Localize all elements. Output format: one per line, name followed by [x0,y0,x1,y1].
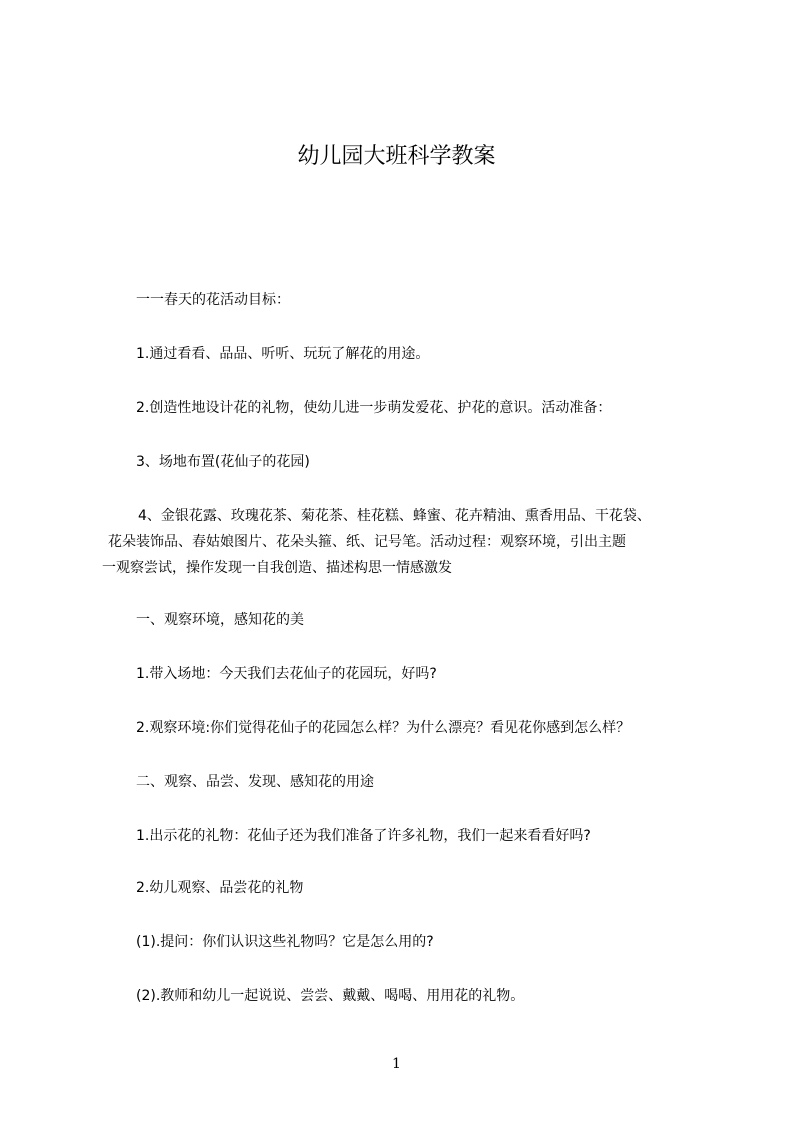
page-number: 1 [392,1056,401,1072]
paragraph-taste-gifts: 2.幼儿观察、品尝花的礼物 [136,880,304,896]
paragraph-enter-venue: 1.带入场地：今天我们去花仙子的花园玩，好吗? [136,666,437,682]
paragraph-teacher-children: (2).教师和幼儿一起说说、尝尝、戴戴、喝喝、用用花的礼物。 [136,988,525,1004]
materials-line-3: 一观察尝试，操作发现一自我创造、描述构思一情感激发 [102,560,452,576]
paragraph-goal-1: 1.通过看看、品品、听听、玩玩了解花的用途。 [136,346,430,362]
document-title: 幼儿园大班科学教案 [297,144,496,169]
paragraph-goal-2: 2.创造性地设计花的礼物，使幼儿进一步萌发爱花、护花的意识。活动准备： [136,400,612,416]
paragraph-show-gifts: 1.出示花的礼物：花仙子还为我们准备了许多礼物，我们一起来看看好吗? [136,828,591,844]
materials-line-1: 4、金银花露、玫瑰花茶、菊花茶、桂花糕、蜂蜜、花卉精油、熏香用品、干花袋、 [138,508,651,524]
paragraph-venue: 3、场地布置(花仙子的花园) [136,454,310,470]
heading-taste-discover: 二、观察、品尝、发现、感知花的用途 [136,774,374,790]
paragraph-materials [102,503,746,581]
heading-observe-environment: 一、观察环境，感知花的美 [136,612,304,628]
paragraph-observe-environment: 2.观察环境:你们觉得花仙子的花园怎么样？为什么漂亮？看见花你感到怎么样？ [136,720,631,736]
materials-line-2: 花朵装饰品、春姑娘图片、花朵头箍、纸、记号笔。活动过程：观察环境，引出主题 [108,534,626,550]
paragraph-activity-goal: 一一春天的花活动目标： [136,292,290,308]
paragraph-question: (1).提问：你们认识这些礼物吗？它是怎么用的? [136,934,434,950]
